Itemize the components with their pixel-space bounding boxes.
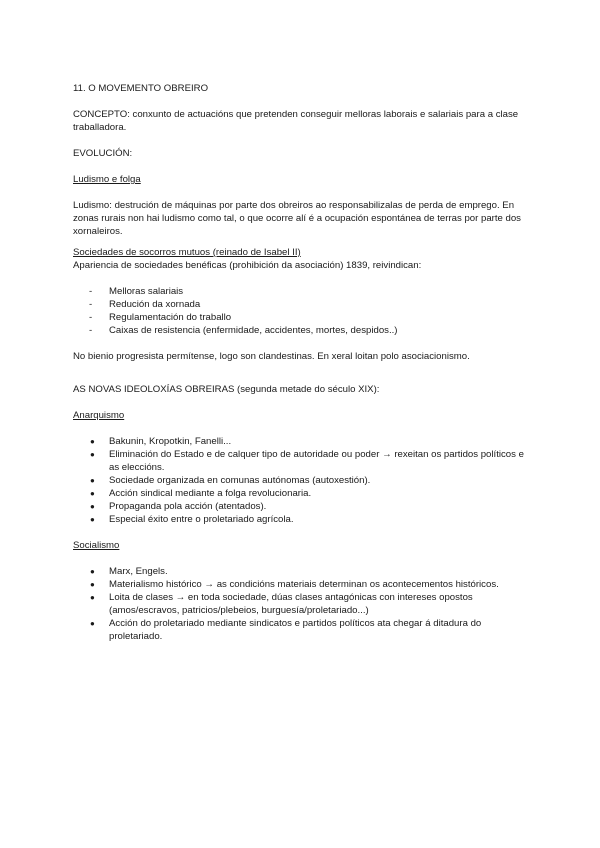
bullet-icon: ●	[90, 515, 95, 524]
anarquismo-heading: Anarquismo	[73, 410, 125, 421]
list-item: - Regulamentación do traballo	[89, 312, 232, 323]
socialismo-heading: Socialismo	[73, 540, 120, 551]
ludismo-heading: Ludismo e folga	[73, 174, 141, 185]
ludismo-paragraph: Ludismo: destrución de máquinas por parte dos obreiros ao responsabilizalas de perda de emprego. En zonas rurais non hai ludismo como tal, o que ocorre alí é a ocupación espontánea de terras por parte dos xornaleiros.	[73, 200, 521, 237]
bullet-icon: ●	[90, 437, 95, 446]
list-item: ● Bakunin, Kropotkin, Fanelli...	[90, 436, 232, 447]
list-item: ● Acción sindical mediante a folga revolucionaria.	[90, 488, 312, 499]
anarquismo-list	[73, 435, 533, 526]
list-item: ● Acción do proletariado mediante sindicatos e partidos políticos ata chegar á ditadura do proletariado.	[90, 618, 482, 642]
concepto-paragraph: CONCEPTO: conxunto de actuacións que pretenden conseguir melloras laborais e salariais para a clase traballadora.	[73, 109, 519, 133]
ideoloxias-heading: AS NOVAS IDEOLOXÍAS OBREIRAS (segunda metade do século XIX):	[73, 384, 380, 395]
list-item: - Melloras salariais	[89, 286, 184, 297]
bullet-icon: ●	[90, 580, 95, 589]
bullet-icon: ●	[90, 476, 95, 485]
bullet-icon: ●	[90, 450, 95, 459]
document-page	[73, 82, 533, 643]
list-item: ● Materialismo histórico → as condicións materiais determinan os acontecementos históricos.	[90, 579, 499, 590]
sociedades-intro: Apariencia de sociedades benéficas (prohibición da asociación) 1839, reivindican:	[73, 260, 422, 271]
sociedades-heading: Sociedades de socorros mutuos (reinado de Isabel II)	[73, 247, 301, 258]
list-item: ● Especial éxito entre o proletariado agrícola.	[90, 514, 294, 525]
list-item: ● Marx, Engels.	[90, 566, 168, 577]
bullet-icon: ●	[90, 567, 95, 576]
list-item: - Caixas de resistencia (enfermidade, accidentes, mortes, despidos..)	[89, 325, 398, 336]
list-item: ● Propaganda pola acción (atentados).	[90, 501, 267, 512]
list-item: - Redución da xornada	[89, 299, 201, 310]
list-item: ● Loita de clases → en toda sociedade, dúas clases antagónicas con intereses opostos (amos/escravos, patricios/plebeios, burguesía/proletariado...)	[90, 592, 473, 616]
socialismo-list	[73, 565, 533, 643]
bullet-icon: ●	[90, 593, 95, 602]
list-item: ● Sociedade organizada en comunas autónomas (autoxestión).	[90, 475, 371, 486]
sociedades-closing: No bienio progresista permítense, logo son clandestinas. En xeral loitan polo asociacionismo.	[73, 351, 470, 362]
bullet-icon: ●	[90, 619, 95, 628]
document-title: 11. O MOVEMENTO OBREIRO	[73, 83, 209, 94]
list-item: ● Eliminación do Estado e de calquer tipo de autoridade ou poder → rexeitan os partidos políticos e as eleccións.	[90, 449, 524, 473]
sociedades-list	[73, 285, 533, 337]
bullet-icon: ●	[90, 489, 95, 498]
bullet-icon: ●	[90, 502, 95, 511]
evolucion-label: EVOLUCIÓN:	[73, 148, 133, 159]
